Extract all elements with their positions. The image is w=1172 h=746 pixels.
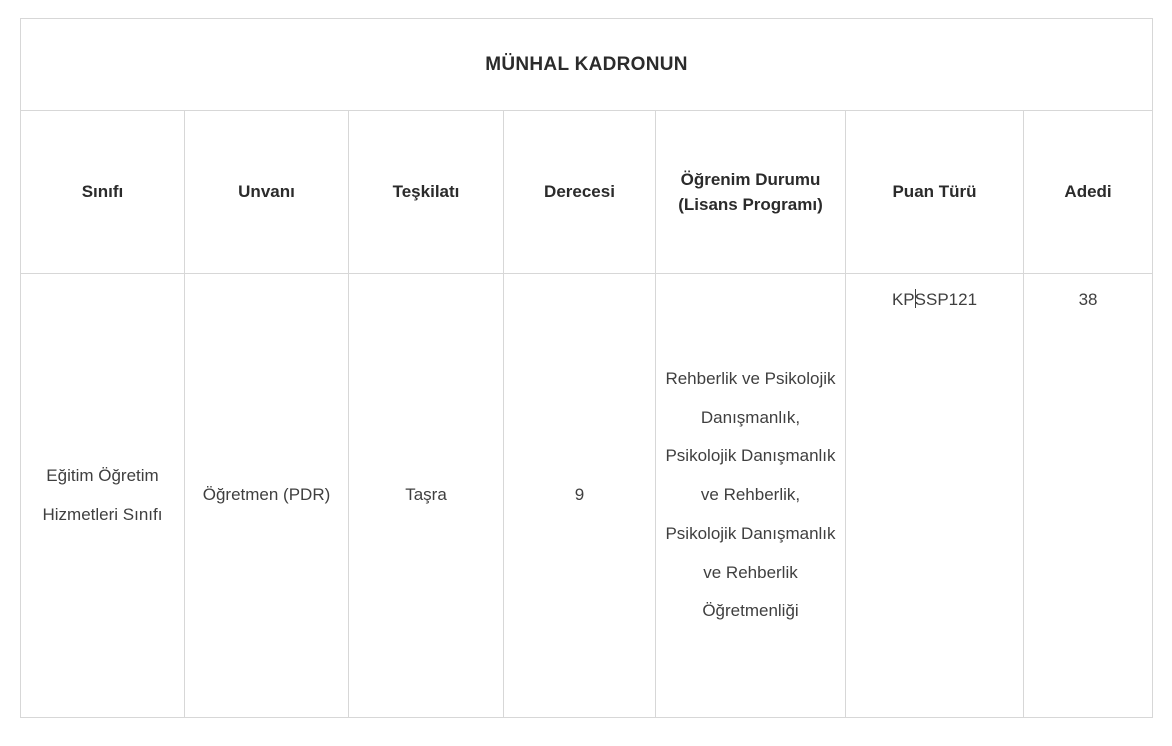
column-header-ogrenim-durumu: Öğrenim Durumu (Lisans Programı): [656, 111, 846, 274]
cell-sinifi: Eğitim Öğretim Hizmetleri Sınıfı: [21, 274, 185, 718]
cell-unvani: Öğretmen (PDR): [185, 274, 349, 718]
table-title: MÜNHAL KADRONUN: [21, 19, 1153, 111]
cell-ogrenim-durumu: Rehberlik ve Psikolojik Danışmanlık, Psikolojik Danışmanlık ve Rehberlik, Psikolojik Danışmanlık ve Rehberlik Öğretmenliği: [656, 274, 846, 718]
cell-puan-turu[interactable]: [846, 274, 1024, 718]
table-row: [21, 274, 1153, 718]
column-header-unvani: Unvanı: [185, 111, 349, 274]
column-header-teskilati: Teşkilatı: [349, 111, 504, 274]
column-header-adedi: Adedi: [1024, 111, 1153, 274]
puan-turu-text-before-caret: KP: [891, 290, 915, 309]
column-header-puan-turu: Puan Türü: [846, 111, 1024, 274]
table-header-row: [21, 111, 1153, 274]
cell-derecesi: 9: [504, 274, 656, 718]
munhal-kadro-table: [20, 18, 1153, 718]
table-title-row: [21, 19, 1153, 111]
cell-adedi: 38: [1024, 274, 1153, 718]
cell-teskilati: Taşra: [349, 274, 504, 718]
puan-turu-text-after-caret: SSP121: [914, 290, 978, 309]
column-header-sinifi: Sınıfı: [21, 111, 185, 274]
column-header-derecesi: Derecesi: [504, 111, 656, 274]
